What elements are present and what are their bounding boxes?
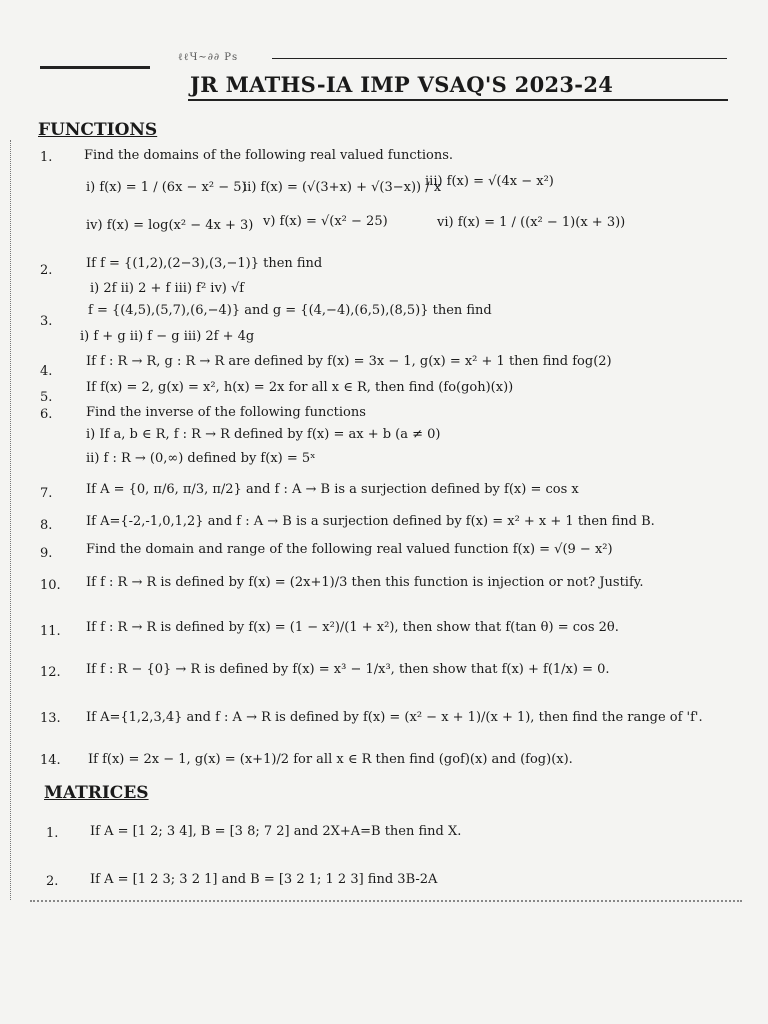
question-text: Find the domains of the following real valued functions. — [84, 148, 454, 163]
question-number: 11. — [40, 624, 61, 639]
page-title: JR MATHS-IA IMP VSAQ'S 2023-24 — [190, 72, 614, 97]
question-text: If A={1,2,3,4} and f : A → R is defined by f(x) = (x² − x + 1)/(x + 1), then find the range of 'f'. — [86, 710, 703, 725]
question-text: If f(x) = 2x − 1, g(x) = (x+1)/2 for all x ∈ R then find (gof)(x) and (fog)(x). — [88, 752, 573, 767]
question-text: Find the inverse of the following functions — [86, 405, 366, 420]
question-text: If A = {0, π/6, π/3, π/2} and f : A → B is a surjection defined by f(x) = cos x — [86, 482, 579, 497]
question-number: 13. — [40, 711, 61, 726]
question-text: If A={-2,-1,0,1,2} and f : A → B is a surjection defined by f(x) = x² + x + 1 then find B. — [86, 514, 655, 529]
question-number: 12. — [40, 665, 61, 680]
title-underline — [188, 99, 728, 101]
section-heading-functions: FUNCTIONS — [38, 120, 158, 140]
question-number: 6. — [40, 407, 53, 422]
question-number: 3. — [40, 314, 53, 329]
question-number: 10. — [40, 578, 61, 593]
question-text: If f : R − {0} → R is defined by f(x) = x³ − 1/x³, then show that f(x) + f(1/x) = 0. — [86, 662, 610, 677]
question-subpart: vi) f(x) = 1 / ((x² − 1)(x + 3)) — [437, 215, 626, 230]
question-text: f = {(4,5),(5,7),(6,−4)} and g = {(4,−4),(6,5),(8,5)} then find — [88, 303, 492, 318]
question-number: 2. — [46, 874, 59, 889]
header-rule-top — [272, 58, 727, 59]
question-number: 2. — [40, 263, 53, 278]
question-subpart: iv) f(x) = log(x² − 4x + 3) — [86, 218, 254, 233]
header-rule-left — [40, 66, 150, 69]
question-subpart: v) f(x) = √(x² − 25) — [263, 214, 388, 229]
question-number: 1. — [40, 150, 53, 165]
question-subpart: iii) f(x) = √(4x − x²) — [425, 174, 554, 189]
question-text: If A = [1 2; 3 4], B = [3 8; 7 2] and 2X+A=B then find X. — [90, 824, 462, 839]
question-subpart: i) f + g ii) f − g iii) 2f + 4g — [80, 329, 255, 344]
question-text: If f : R → R is defined by f(x) = (1 − x²)/(1 + x²), then show that f(tan θ) = cos 2θ. — [86, 620, 619, 635]
question-text: If f : R → R is defined by f(x) = (2x+1)/3 then this function is injection or not? Justify. — [86, 575, 644, 590]
question-subpart: i) If a, b ∈ R, f : R → R defined by f(x) = ax + b (a ≠ 0) — [86, 427, 441, 442]
question-number: 8. — [40, 518, 53, 533]
question-subpart: i) 2f ii) 2 + f iii) f² iv) √f — [90, 281, 245, 296]
question-text: If f : R → R, g : R → R are defined by f(x) = 3x − 1, g(x) = x² + 1 then find fog(2) — [86, 354, 612, 369]
question-text: If A = [1 2 3; 3 2 1] and B = [3 2 1; 1 2 3] find 3B-2A — [90, 872, 438, 887]
page-bottom-edge — [30, 900, 742, 906]
question-number: 14. — [40, 753, 61, 768]
binding-edge — [10, 140, 17, 900]
question-number: 1. — [46, 826, 59, 841]
question-number: 7. — [40, 486, 53, 501]
question-number: 5. — [40, 390, 53, 405]
question-subpart: ii) f(x) = (√(3+x) + √(3−x)) / x — [243, 180, 442, 195]
question-text: Find the domain and range of the following real valued function f(x) = √(9 − x²) — [86, 542, 613, 557]
section-heading-matrices: MATRICES — [44, 783, 149, 803]
question-number: 9. — [40, 546, 53, 561]
question-text: If f = {(1,2),(2−3),(3,−1)} then find — [86, 256, 323, 271]
question-subpart: i) f(x) = 1 / (6x − x² − 5) — [86, 180, 247, 195]
question-subpart: ii) f : R → (0,∞) defined by f(x) = 5ˣ — [86, 451, 316, 466]
question-text: If f(x) = 2, g(x) = x², h(x) = 2x for all x ∈ R, then find (fo(goh)(x)) — [86, 380, 514, 395]
question-number: 4. — [40, 364, 53, 379]
handwritten-scribble: ℓℓЧ∼∂∂ Рѕ — [178, 52, 239, 63]
